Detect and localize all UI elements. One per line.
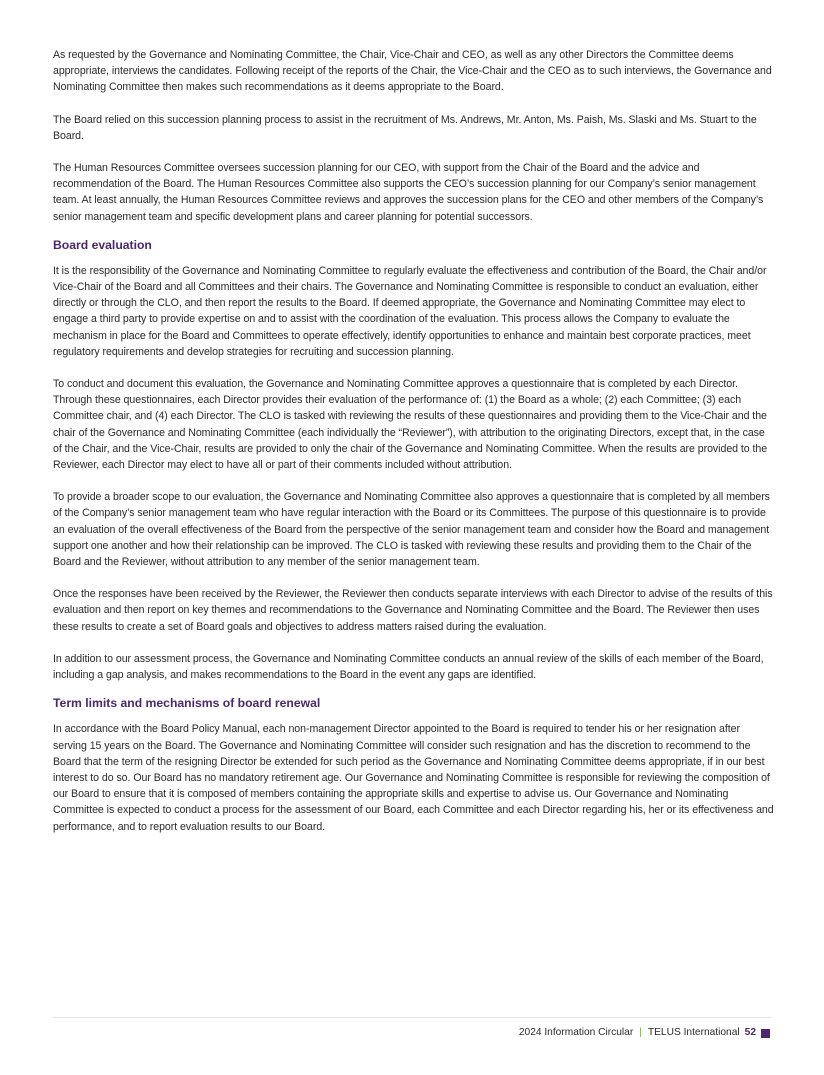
paragraph-evaluation-questionnaire: To conduct and document this evaluation, the Governance and Nominating Committee approves a questionnaire that is completed by each Director. Through these questionnaires, each Director provides their evaluation of the performance of: (1) the Board as a whole; (2) each Committee; (3) each Committee chair, and (4) each Director. The CLO is tasked with reviewing the results of these questionnaires and providing them to the Vice-Chair and the chair of the Governance and Nominating Committee (each individually the “Reviewer”), with attribution to the originating Directors, except that, in the case of the Chair, and the Vice-Chair, results are provided to only the chair of the Governance and Nominating Committee. When the results are provided to the Reviewer, each Director may elect to have all or part of their comments included without attribution. bbox=[53, 378, 768, 472]
page-footer bbox=[519, 1026, 770, 1040]
paragraph-term-limits: In accordance with the Board Policy Manual, each non-management Director appointed to the Board is required to tender his or her resignation after serving 15 years on the Board. The Governance and Nominating Committee will consider such resignation and has the discretion to recommend to the Board that the term of the resigning Director be extended for such period as the Governance and Nominating Committee deems appropriate, if in our best interest to do so. Our Board has no mandatory retirement age. Our Governance and Nominating Committee is responsible for reviewing the composition of our Board to ensure that it is composed of members containing the appropriate skills and expertise to advise us. Our Governance and Nominating Committee is expected to conduct a process for the assessment of our Board, each Committee and each Director regarding his, her or its effectiveness and performance, and to report evaluation results to our Board. bbox=[53, 723, 774, 833]
paragraph-evaluation-responsibility: It is the responsibility of the Governance and Nominating Committee to regularly evaluate the effectiveness and contribution of the Board, the Chair and/or Vice-Chair of the Board and all Committees and their chairs. The Governance and Nominating Committee is responsible to conduct an evaluation, either directly or through the CLO, and then report the results to the Board. If deemed appropriate, the Governance and Nominating Committee may elect to engage a third party to provide expertise on and to assist with the coordination of the evaluation. This process allows the Company to evaluate the mechanism in place for the Board and Committees to operate effectively, identify opportunities to enhance and maintain best corporate practices, meet regulatory requirements and develop strategies for recruiting and succession planning. bbox=[53, 264, 767, 358]
paragraph-skills-review: In addition to our assessment process, the Governance and Nominating Committee conducts an annual review of the skills of each member of the Board, including a gap analysis, and makes recommendations to the Board in the event any gaps are identified. bbox=[53, 652, 764, 682]
footer-separator: | bbox=[639, 1027, 642, 1038]
brand-square-icon bbox=[761, 1029, 770, 1038]
heading-board-evaluation: Board evaluation bbox=[53, 237, 152, 252]
paragraph-broader-scope: To provide a broader scope to our evaluation, the Governance and Nominating Committee also approves a questionnaire that is completed by all members of the Company’s senior management team who have regular interaction with the Board or its Committees. The purpose of this questionnaire is to provide an evaluation of the overall effectiveness of the Board from the perspective of the senior management team and consider how the Board and management support one another and how their relationship can be improved. The CLO is tasked with reviewing these results and providing them to the Chair of the Board and the Reviewer, without attribution to any member of the senior management team. bbox=[53, 491, 770, 569]
paragraph-reviewer-interviews: Once the responses have been received by the Reviewer, the Reviewer then conducts separate interviews with each Director to advise of the results of this evaluation and then report on key themes and recommendations to the Governance and Nominating Committee and the Board. The Reviewer then uses these results to create a set of Board goals and objectives to address matters raised during the evaluation. bbox=[53, 588, 773, 633]
paragraph-recruitment: The Board relied on this succession planning process to assist in the recruitment of Ms. Andrews, Mr. Anton, Ms. Paish, Ms. Slaski and Ms. Stuart to the Board. bbox=[53, 113, 757, 142]
footer-divider bbox=[53, 1017, 771, 1018]
footer-document-title: 2024 Information Circular bbox=[518, 1027, 634, 1038]
paragraph-interview-process: As requested by the Governance and Nominating Committee, the Chair, Vice-Chair and CEO, as well as any other Directors the Committee deems appropriate, interviews the candidates. Following receipt of the reports of the Chair, the Vice-Chair and the CEO as to such interviews, the Governance and Nominating Committee then makes such recommendations as it deems appropriate to the Board. bbox=[53, 49, 772, 94]
footer-company-name: TELUS International bbox=[647, 1027, 740, 1038]
page-content bbox=[53, 47, 775, 851]
paragraph-hr-succession: The Human Resources Committee oversees succession planning for our CEO, with support from the Chair of the Board and the advice and recommendation of the Board. The Human Resources Committee also supports the CEO’s succession planning for our Company’s senior management team. At least annually, the Human Resources Committee reviews and approves the succession plans for the CEO and other members of the Company’s senior management team and specific development plans and career planning for potential successors. bbox=[53, 162, 764, 223]
heading-term-limits: Term limits and mechanisms of board renewal bbox=[53, 696, 321, 711]
page-number: 52 bbox=[744, 1027, 756, 1038]
